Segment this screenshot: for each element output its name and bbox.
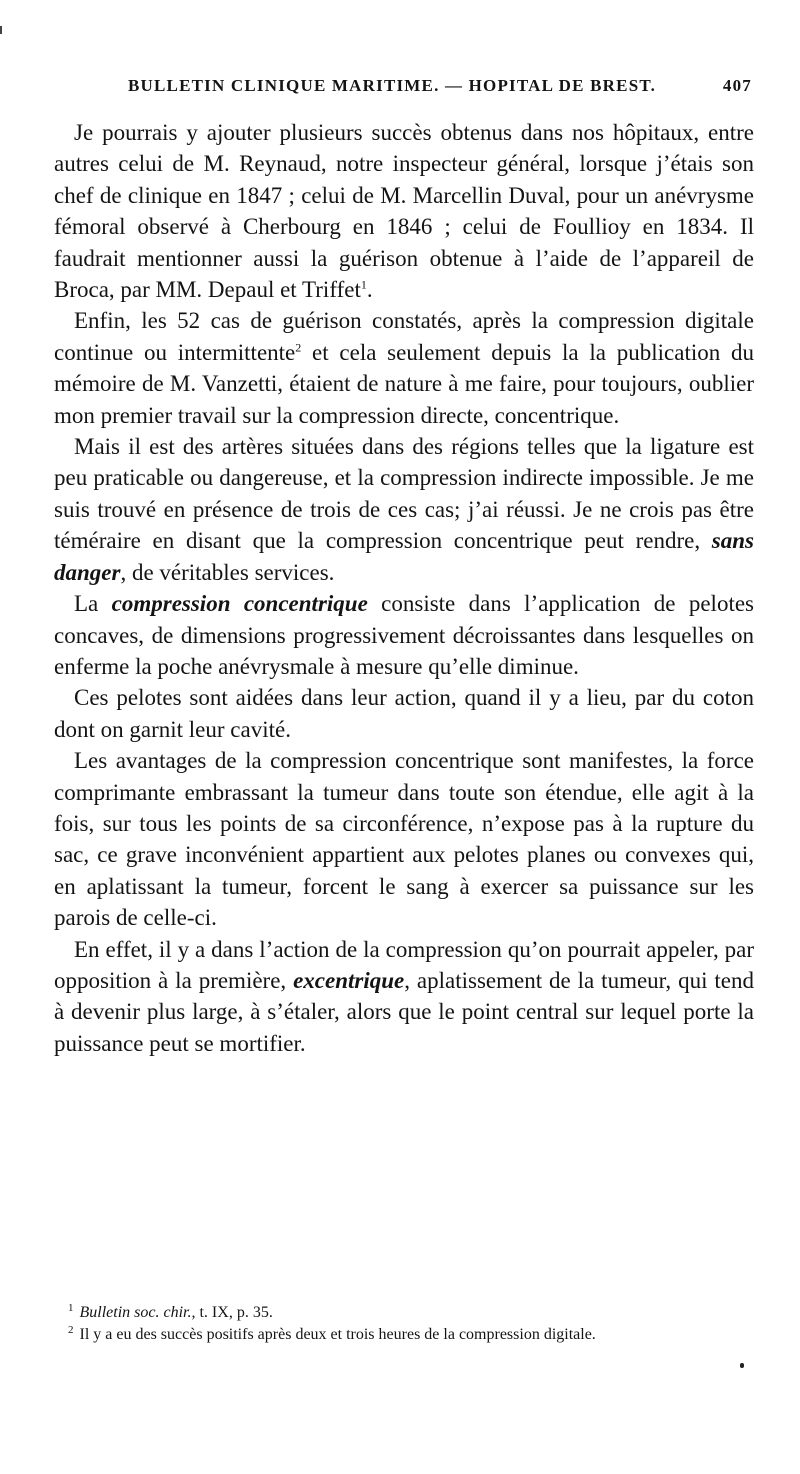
paragraph-text: Je pourrais y ajouter plusieurs succès obtenus dans nos hôpitaux, entre autres celui de M. Reynaud, notre inspecteur général, lorsque j’étais son chef de clinique en 1847 ; celui de M. Marcellin Duval, pour un anévrysme fémoral observé à Cherbourg en 1846 ; celui de Foullioy en 1834. Il faudrait mentionner aussi la guérison obtenue à l’aide de l’appareil de Broca, par MM. Depaul et Triffet [54,120,754,303]
emphasis-text: excentrique [293,967,405,993]
paragraph-text: et cela seulement depuis la la publication du mémoire de M. Vanzetti, étaient de nature à me faire, pour toujours, oublier mon premier travail sur la compression directe, concentrique. [54,339,755,428]
paragraph-text: La [74,591,112,617]
paragraph-text: Enfin, les 52 cas de guérison constatés, après la compression digitale continue ou intermittente [54,308,754,365]
emphasis-text: compression concentrique [111,591,368,617]
paragraph-3 [54,431,754,588]
paragraph-1 [54,117,754,305]
footnote-ref: 2 [295,340,302,355]
paragraph-text: En effet, il y a dans l’action de la compression qu’on pourrait appeler, par opposition à la première, [54,936,754,993]
footnote-text: Il y a eu des succès positifs après deux et trois heures de la compression digitale. [79,1326,596,1343]
page-number: 407 [722,76,752,95]
footnote-1 [54,1302,754,1324]
paragraph-4 [54,588,754,682]
paragraph-text: Ces pelotes sont aidées dans leur action, quand il y a lieu, par du coton dont on garnit leur cavité. [54,685,754,742]
footnote-mark: 2 [68,1323,74,1336]
footnote-source: Bulletin soc. chir. [79,1304,192,1321]
footnote-text: , t. IX, p. 35. [191,1304,273,1321]
footnote-2 [54,1324,754,1346]
running-title: BULLETIN CLINIQUE MARITIME. — HOPITAL DE BREST. [128,76,657,95]
paragraph-5 [54,682,754,745]
footnotes [54,1302,754,1346]
body-text [54,117,754,1059]
paragraph-7 [54,934,754,1060]
paragraph-text: . [366,277,373,303]
ink-speck [740,1363,744,1368]
running-header [128,76,752,96]
paragraph-text: Les avantages de la compression concentrique sont manifestes, la force comprimante embrassant la tumeur dans toute son étendue, elle agit à la fois, sur tous les points de sa circonférence, n’expose pas à la rupture du sac, ce grave inconvénient appartient aux pelotes planes ou convexes qui, en aplatissant la tumeur, forcent le sang à exercer sa puissance sur les parois de celle-ci. [54,748,754,931]
paragraph-text: , de véritables services. [120,559,335,585]
paragraph-6 [54,745,754,933]
scan-edge-mark [0,26,2,34]
emphasis-text: sans danger [54,528,754,585]
footnote-ref: 1 [360,277,367,292]
paragraph-text: , aplatissement de la tumeur, qui tend à devenir plus large, à s’étaler, alors que le point central sur lequel porte la puissance peut se mortifier. [54,967,754,1056]
paragraph-text: consiste dans l’application de pelotes concaves, de dimensions progressivement décroissantes dans lesquelles on enferme la poche anévrysmale à mesure qu’elle diminue. [54,591,754,679]
paragraph-text: Mais il est des artères situées dans des régions telles que la ligature est peu praticable ou dangereuse, et la compression indirecte impossible. Je me suis trouvé en présence de trois de ces cas; j’ai réussi. Je ne crois pas être téméraire en disant que la compression concentrique peut rendre, [54,434,754,554]
paragraph-2 [54,305,754,431]
footnote-mark: 1 [68,1301,74,1314]
